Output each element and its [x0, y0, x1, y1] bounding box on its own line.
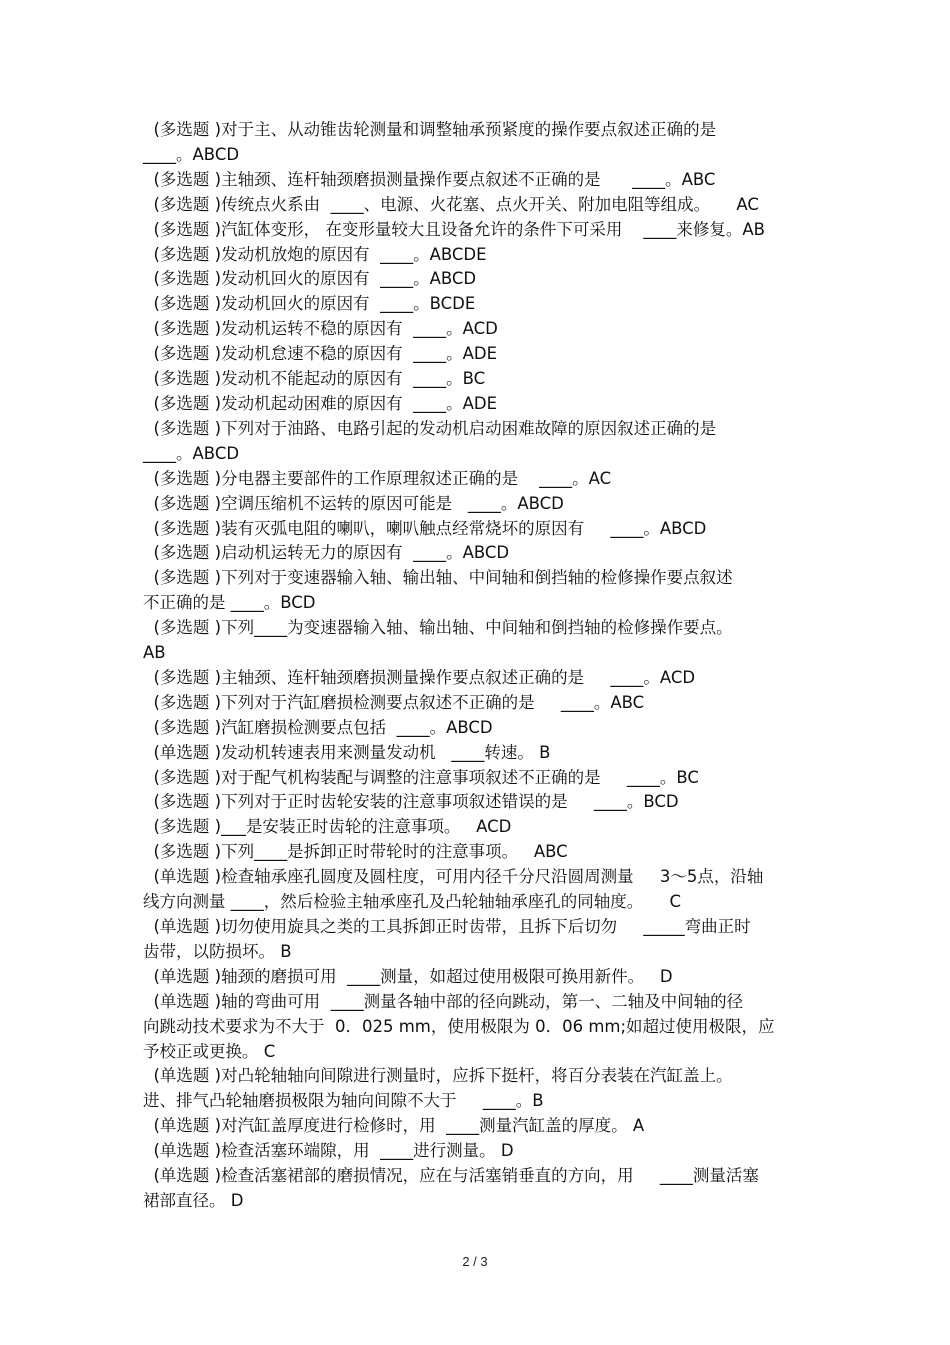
- question-line: (多选题 )对于配气机构装配与调整的注意事项叙述不正确的是 ____。BC: [143, 767, 699, 787]
- question-line: (单选题 )对凸轮轴轴向间隙进行测量时，应拆下挺杆，将百分表装在汽缸盖上。: [143, 1066, 733, 1086]
- question-line: (单选题 )轴颈的磨损可用 ____测量，如超过使用极限可换用新件。 D: [143, 966, 673, 986]
- question-line: (单选题 )切勿使用旋具之类的工具拆卸正时齿带，且拆下后切勿 _____弯曲正时: [143, 917, 751, 936]
- question-line: (单选题 )轴的弯曲可用 ____测量各轴中部的径向跳动，第一、二轴及中间轴的径: [143, 991, 744, 1011]
- question-line: (多选题 )下列____为变速器输入轴、输出轴、中间轴和倒挡轴的检修操作要点。: [143, 618, 733, 638]
- question-line: (单选题 )检查轴承座孔圆度及圆柱度，可用内径千分尺沿圆周测量 3～5点，沿轴: [143, 867, 764, 887]
- question-line: (多选题 )发动机回火的原因有 ____。BCDE: [143, 294, 476, 314]
- question-line: (多选题 )传统点火系由 ____、电源、火花塞、点火开关、附加电阻等组成。 AC: [143, 194, 759, 214]
- question-line: (多选题 )___是安装正时齿轮的注意事项。 ACD: [143, 817, 512, 837]
- question-line: (多选题 )下列对于变速器输入轴、输出轴、中间轴和倒挡轴的检修操作要点叙述: [143, 568, 733, 588]
- question-line: 齿带，以防损坏。 B: [143, 941, 292, 961]
- question-line: (多选题 )主轴颈、连杆轴颈磨损测量操作要点叙述正确的是 ____。ACD: [143, 667, 696, 687]
- question-line: 裙部直径。 D: [143, 1190, 244, 1210]
- question-line: 进、排气凸轮轴磨损极限为轴向间隙不大于 ____。B: [143, 1091, 544, 1111]
- question-line: (单选题 )检查活塞环端隙，用 ____进行测量。 D: [143, 1141, 514, 1161]
- question-line: (多选题 )下列对于汽缸磨损检测要点叙述不正确的是 ____。ABC: [143, 692, 645, 712]
- question-list: [143, 118, 823, 1214]
- question-line: ____。ABCD: [143, 144, 240, 164]
- question-line: (多选题 )主轴颈、连杆轴颈磨损测量操作要点叙述不正确的是 ____。ABC: [143, 169, 716, 189]
- question-line: AB: [143, 643, 166, 663]
- question-line: (多选题 )对于主、从动锥齿轮测量和调整轴承预紧度的操作要点叙述正确的是: [143, 120, 717, 139]
- question-line: (多选题 )下列对于正时齿轮安装的注意事项叙述错误的是 ____。BCD: [143, 792, 679, 812]
- question-line: (多选题 )下列____是拆卸正时带轮时的注意事项。 ABC: [143, 842, 568, 862]
- question-line: (多选题 )启动机运转无力的原因有 ____。ABCD: [143, 543, 510, 563]
- question-line: (多选题 )汽缸磨损检测要点包括 ____。ABCD: [143, 717, 493, 737]
- question-line: 不正确的是 ____。BCD: [143, 593, 316, 613]
- question-line: (多选题 )下列对于油路、电路引起的发动机启动困难故障的原因叙述正确的是: [143, 418, 717, 438]
- question-line: (多选题 )发动机回火的原因有 ____。ABCD: [143, 269, 477, 289]
- question-line: 线方向测量 ____，然后检验主轴承座孔及凸轮轴轴承座孔的同轴度。 C: [143, 892, 681, 912]
- question-line: 向跳动技术要求为不大于 0．025 mm，使用极限为 0．06 mm;如超过使用极限，应: [143, 1016, 775, 1036]
- question-line: (多选题 )发动机放炮的原因有 ____。ABCDE: [143, 244, 487, 264]
- question-line: (多选题 )发动机运转不稳的原因有 ____。ACD: [143, 319, 498, 339]
- question-line: (单选题 )检查活塞裙部的磨损情况，应在与活塞销垂直的方向，用 ____测量活塞: [143, 1166, 759, 1186]
- question-line: (多选题 )发动机怠速不稳的原因有 ____。ADE: [143, 344, 498, 364]
- question-line: (单选题 )发动机转速表用来测量发动机 ____转速。 B: [143, 742, 551, 762]
- question-line: ____。ABCD: [143, 443, 240, 463]
- question-line: (多选题 )汽缸体变形， 在变形量较大且设备允许的条件下可采用 ____来修复。AB: [143, 219, 765, 239]
- question-line: (多选题 )发动机不能起动的原因有 ____。BC: [143, 369, 486, 389]
- question-line: 予校正或更换。 C: [143, 1041, 276, 1061]
- page-number: 2 / 3: [462, 1254, 488, 1269]
- question-line: (多选题 )发动机起动困难的原因有 ____。ADE: [143, 393, 498, 413]
- question-line: (多选题 )分电器主要部件的工作原理叙述正确的是 ____。AC: [143, 468, 612, 488]
- question-line: (多选题 )空调压缩机不运转的原因可能是 ____。ABCD: [143, 493, 564, 513]
- question-line: (单选题 )对汽缸盖厚度进行检修时，用 ____测量汽缸盖的厚度。 A: [143, 1116, 645, 1136]
- question-line: (多选题 )装有灭弧电阻的喇叭，喇叭触点经常烧坏的原因有 ____。ABCD: [143, 518, 707, 538]
